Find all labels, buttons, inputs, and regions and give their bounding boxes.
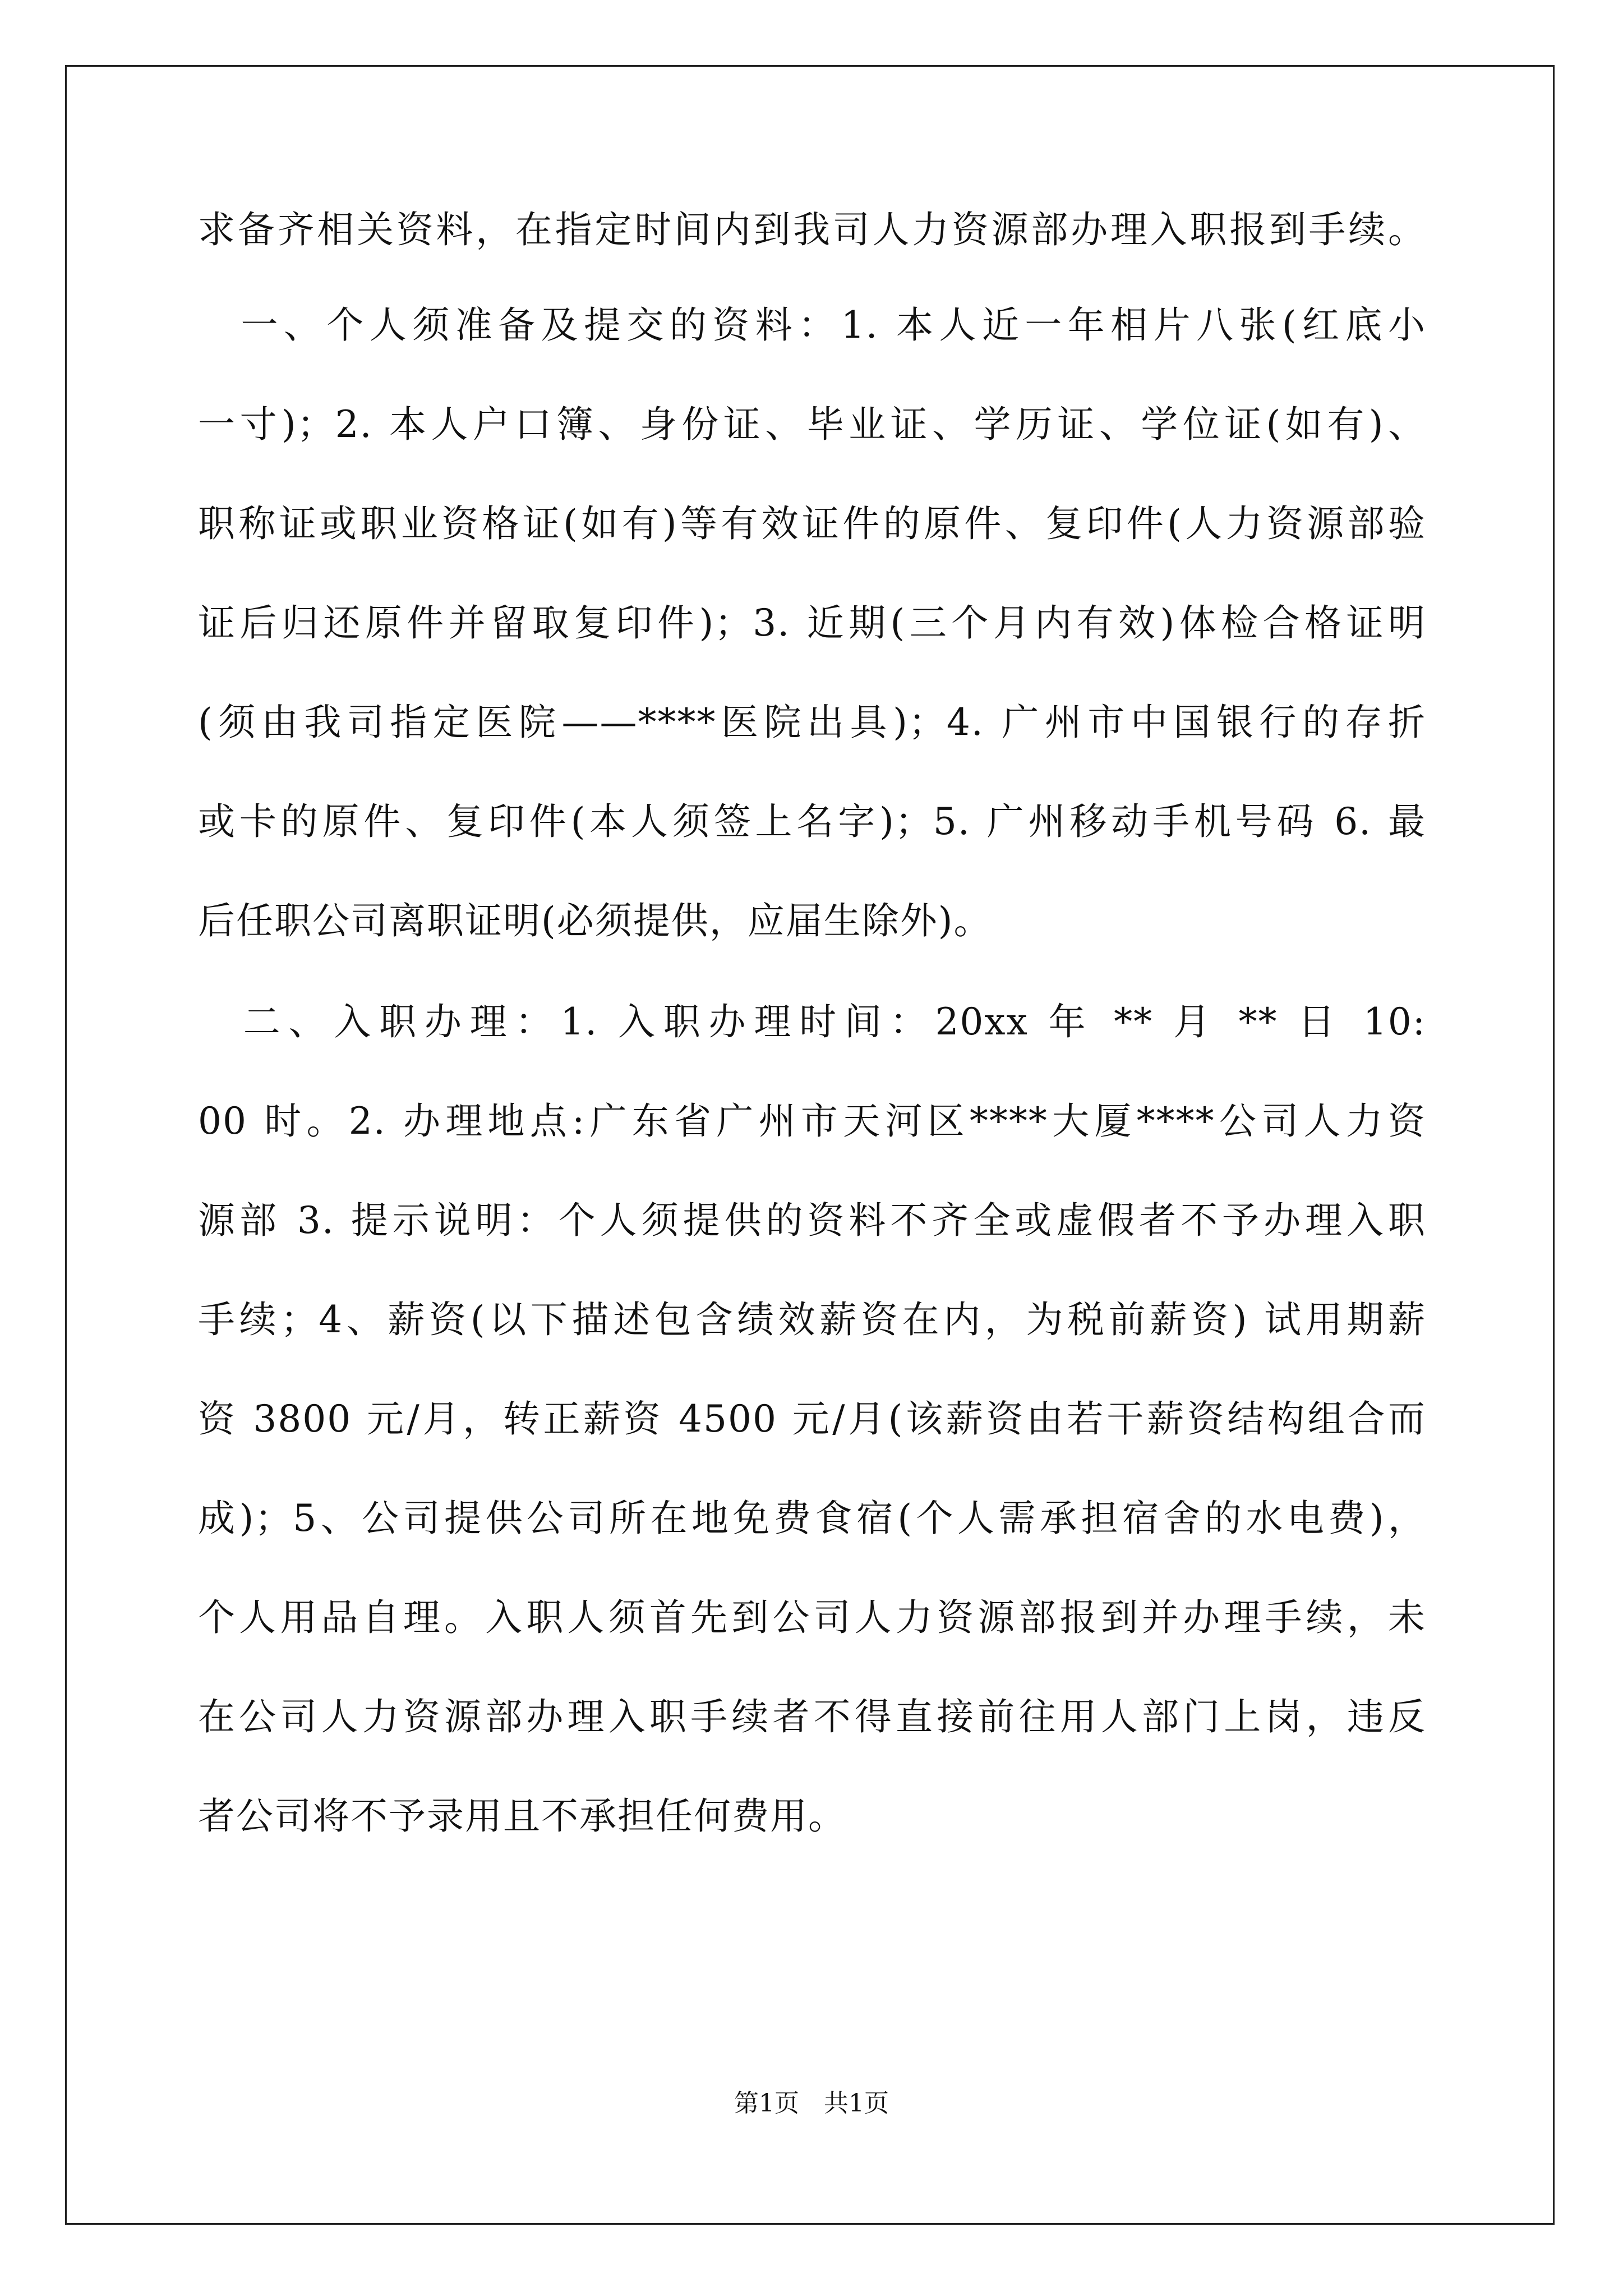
- text-line: 二、入职办理：1. 入职办理时间：20xx 年 ** 月 ** 日 10:: [198, 1000, 1426, 1043]
- text-line: 00 时。2. 办理地点:广东省广州市天河区****大厦****公司人力资: [198, 1099, 1426, 1143]
- text-line: 者公司将不予录用且不承担任何费用。: [198, 1795, 846, 1838]
- text-line: 源部 3. 提示说明：个人须提供的资料不齐全或虚假者不予办理入职: [198, 1199, 1426, 1242]
- text-line: (须由我司指定医院——****医院出具)；4. 广州市中国银行的存折: [198, 701, 1426, 744]
- text-line: 职称证或职业资格证(如有)等有效证件的原件、复印件(人力资源部验: [198, 502, 1426, 545]
- text-line: 证后归还原件并留取复印件)；3. 近期(三个月内有效)体检合格证明: [198, 601, 1426, 645]
- page-number: 第1页 共1页: [734, 2089, 889, 2118]
- text-line: 手续；4、薪资(以下描述包含绩效薪资在内，为税前薪资) 试用期薪: [198, 1298, 1426, 1341]
- text-line: 一、个人须准备及提交的资料：1. 本人近一年相片八张(红底小: [198, 303, 1426, 347]
- text-line: 求备齐相关资料，在指定时间内到我司人力资源部办理入职报到手续。: [198, 208, 1426, 251]
- text-line: 成)；5、公司提供公司所在地免费食宿(个人需承担宿舍的水电费)，: [198, 1497, 1426, 1540]
- text-line: 个人用品自理。入职人须首先到公司人力资源部报到并办理手续，未: [198, 1596, 1426, 1639]
- text-line: 或卡的原件、复印件(本人须签上名字)；5. 广州移动手机号码 6. 最: [198, 800, 1426, 843]
- text-line: 一寸)；2. 本人户口簿、身份证、毕业证、学历证、学位证(如有)、: [198, 403, 1426, 446]
- text-line: 后任职公司离职证明(必须提供，应届生除外)。: [198, 899, 992, 942]
- text-line: 资 3800 元/月，转正薪资 4500 元/月(该薪资由若干薪资结构组合而: [198, 1397, 1426, 1441]
- text-line: 在公司人力资源部办理入职手续者不得直接前往用人部门上岗，违反: [198, 1695, 1426, 1738]
